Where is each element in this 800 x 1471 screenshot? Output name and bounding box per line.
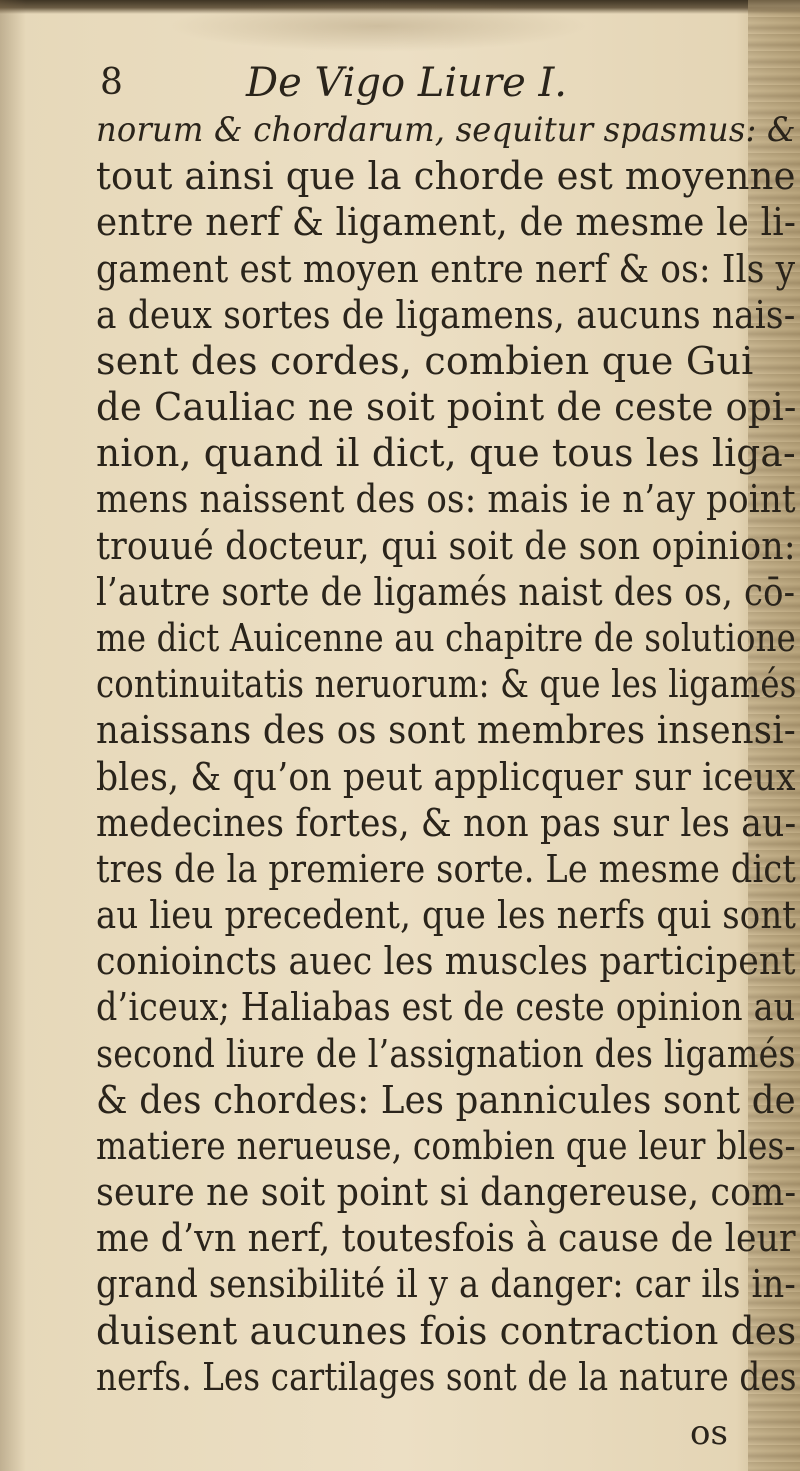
body-line: matiere nerueuse, combien que leur bles- bbox=[96, 1123, 796, 1168]
body-line: l’autre sorte de ligamés naist des os, cō- bbox=[96, 569, 796, 614]
body-line: norum & chordarum, sequitur spasmus: & bbox=[96, 110, 796, 150]
body-line: me dict Auicenne au chapitre de solutione bbox=[96, 615, 796, 660]
body-line: a deux sortes de ligamens, aucuns nais- bbox=[96, 292, 796, 337]
body-line: seure ne soit point si dangereuse, com- bbox=[96, 1170, 797, 1215]
page-number: 8 bbox=[100, 62, 123, 103]
body-line: tres de la premiere sorte. Le mesme dict bbox=[96, 846, 796, 891]
body-line: bles, & qu’on peut applicquer sur iceux bbox=[96, 754, 796, 799]
body-line: entre nerf & ligament, de mesme le li- bbox=[96, 200, 797, 245]
body-line: grand sensibilité il y a danger: car ils in- bbox=[96, 1262, 796, 1307]
body-line: second liure de l’assignation des ligamés bbox=[96, 1031, 796, 1076]
body-line: conioincts auec les muscles participent bbox=[96, 939, 796, 984]
body-line: tout ainsi que la chorde est moyenne bbox=[96, 154, 796, 199]
body-line: d’iceux; Haliabas est de ceste opinion au bbox=[96, 985, 796, 1030]
running-title: De Vigo Liure I. bbox=[246, 60, 567, 106]
body-line: gament est moyen entre nerf & os: Ils y bbox=[96, 246, 796, 291]
body-line: de Cauliac ne soit point de ceste opi- bbox=[96, 385, 797, 430]
body-line: me d’vn nerf, toutesfois à cause de leur bbox=[96, 1216, 796, 1261]
body-line: au lieu precedent, que les nerfs qui sont bbox=[96, 893, 797, 938]
body-line: medecines fortes, & non pas sur les au- bbox=[96, 800, 797, 845]
body-line: continuitatis neruorum: & que les ligamés bbox=[96, 662, 797, 707]
body-line: & des chordes: Les pannicules sont de bbox=[96, 1077, 796, 1122]
body-line: naissans des os sont membres insensi- bbox=[96, 708, 796, 753]
catchword: os bbox=[690, 1413, 728, 1453]
body-line: nion, quand il dict, que tous les liga- bbox=[96, 431, 796, 476]
body-line: nerfs. Les cartilages sont de la nature des bbox=[96, 1354, 797, 1399]
body-line: duisent aucunes fois contraction des bbox=[96, 1308, 797, 1353]
body-line: trouué docteur, qui soit de son opinion: bbox=[96, 523, 796, 568]
body-line: sent des cordes, combien que Gui bbox=[96, 338, 754, 383]
body-line: mens naissent des os: mais ie n’ay point bbox=[96, 477, 796, 522]
